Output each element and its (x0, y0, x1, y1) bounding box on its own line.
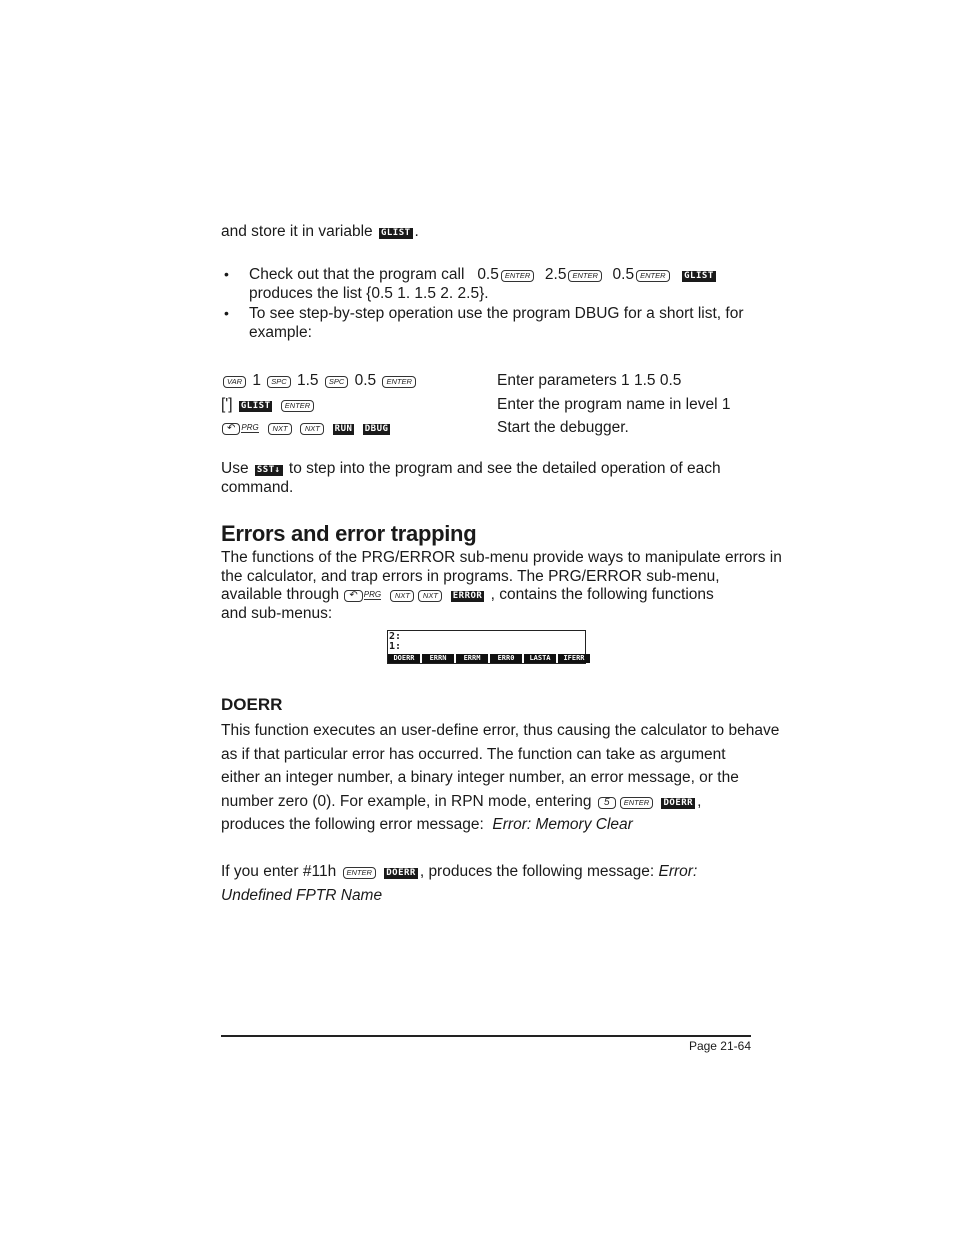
prg-key: PRG (363, 590, 382, 599)
enter-key: ENTER (568, 270, 601, 282)
menu-errn: ERRN (422, 654, 454, 663)
intro-line: and store it in variable GLIST . (221, 223, 419, 240)
nxt-key: NXT (300, 423, 324, 435)
run-softkey: RUN (334, 424, 353, 434)
use-para-line-1: Use SST↓ to step into the program and see the detailed operation of each (221, 460, 721, 477)
spc-key: SPC (325, 376, 348, 388)
bullet-2-line-1: To see step-by-step operation use the program DBUG for a short list, for (249, 305, 744, 322)
error-message: Error: (658, 863, 698, 880)
doerr-line-3: either an integer number, a binary integer number, an error message, or the (221, 769, 739, 786)
enter-key: ENTER (382, 376, 415, 388)
enter-key: ENTER (281, 400, 314, 412)
doerr-softkey: DOERR (386, 868, 416, 878)
glist-softkey: GLIST (684, 271, 714, 281)
stack-level-1: 1: (389, 641, 402, 652)
doerr-title: DOERR (221, 695, 283, 714)
section-line-3: available through ↶ PRG NXT NXT ERROR , contains the following functions (221, 586, 714, 603)
enter-key: ENTER (501, 270, 534, 282)
error-softkey: ERROR (452, 591, 483, 601)
left-shift-icon: ↶ (222, 423, 240, 435)
bullet-marker: • (224, 266, 229, 282)
menu-lasta: LASTA (524, 654, 556, 663)
calculator-screen (387, 630, 586, 664)
section-title: Errors and error trapping (221, 521, 477, 546)
doerr-line-7 (221, 886, 382, 905)
softkey-menu (388, 654, 590, 663)
five-key: 5 (598, 797, 616, 809)
dbug-softkey: DBUG (364, 424, 389, 434)
doerr-line-6: If you enter #11h ENTER DOERR , produces the following message: Error: (221, 863, 698, 880)
step-3-desc: Start the debugger. (497, 419, 629, 436)
intro-text: and store it in variable (221, 223, 373, 240)
section-line-2: the calculator, and trap errors in programs. The PRG/ERROR sub-menu, (221, 568, 720, 585)
doerr-line-5: produces the following error message: Error: Memory Clear (221, 816, 633, 833)
menu-doerr: DOERR (388, 654, 420, 663)
nxt-key: NXT (268, 423, 292, 435)
glist-softkey: GLIST (240, 401, 271, 411)
bullet-marker: • (224, 305, 229, 321)
nxt-key: NXT (390, 590, 414, 602)
step-1-desc: Enter parameters 1 1.5 0.5 (497, 372, 682, 389)
menu-err0: ERR0 (490, 654, 522, 663)
prg-key: PRG (241, 423, 259, 432)
error-message: Error: Memory Clear (492, 816, 633, 833)
footer-rule (221, 1035, 751, 1037)
menu-errm: ERRM (456, 654, 488, 663)
enter-key: ENTER (620, 797, 653, 809)
sst-softkey: SST↓ (256, 465, 281, 475)
bullet-1-line-2: produces the list {0.5 1. 1.5 2. 2.5}. (249, 285, 489, 302)
step-2-desc: Enter the program name in level 1 (497, 396, 731, 413)
bullet-2-line-2: example: (249, 324, 312, 341)
stack-level-2: 2: (389, 631, 402, 642)
bullet-1-line-1: Check out that the program call 0.5 ENTER 2.5 ENTER 0.5 ENTER GLIST (249, 266, 714, 283)
doerr-line-1: This function executes an user-define error, thus causing the calculator to behave (221, 722, 780, 739)
section-line-1: The functions of the PRG/ERROR sub-menu provide ways to manipulate errors in (221, 549, 782, 566)
glist-softkey: GLIST (380, 228, 411, 238)
doerr-softkey: DOERR (663, 798, 694, 808)
section-line-4: and sub-menus: (221, 605, 333, 622)
step-1-keys: VAR 1 SPC 1.5 SPC 0.5 ENTER (221, 371, 418, 390)
enter-key: ENTER (636, 270, 669, 282)
var-key: VAR (223, 376, 246, 388)
nxt-key: NXT (418, 590, 442, 602)
step-2-keys: ['] GLIST ENTER (221, 395, 316, 414)
page-number: Page 21-64 (688, 1039, 751, 1053)
use-para-line-2: command. (221, 479, 294, 496)
doerr-line-4: number zero (0). For example, in RPN mode, entering 5 ENTER DOERR , (221, 793, 702, 810)
left-shift-icon: ↶ (344, 590, 362, 602)
step-3-keys (221, 418, 392, 437)
error-message: Undefined FPTR Name (221, 887, 383, 904)
spc-key: SPC (267, 376, 290, 388)
menu-iferr: IFERR (558, 654, 590, 663)
doerr-line-2: as if that particular error has occurred. The function can take as argument (221, 746, 726, 763)
enter-key: ENTER (343, 867, 376, 879)
